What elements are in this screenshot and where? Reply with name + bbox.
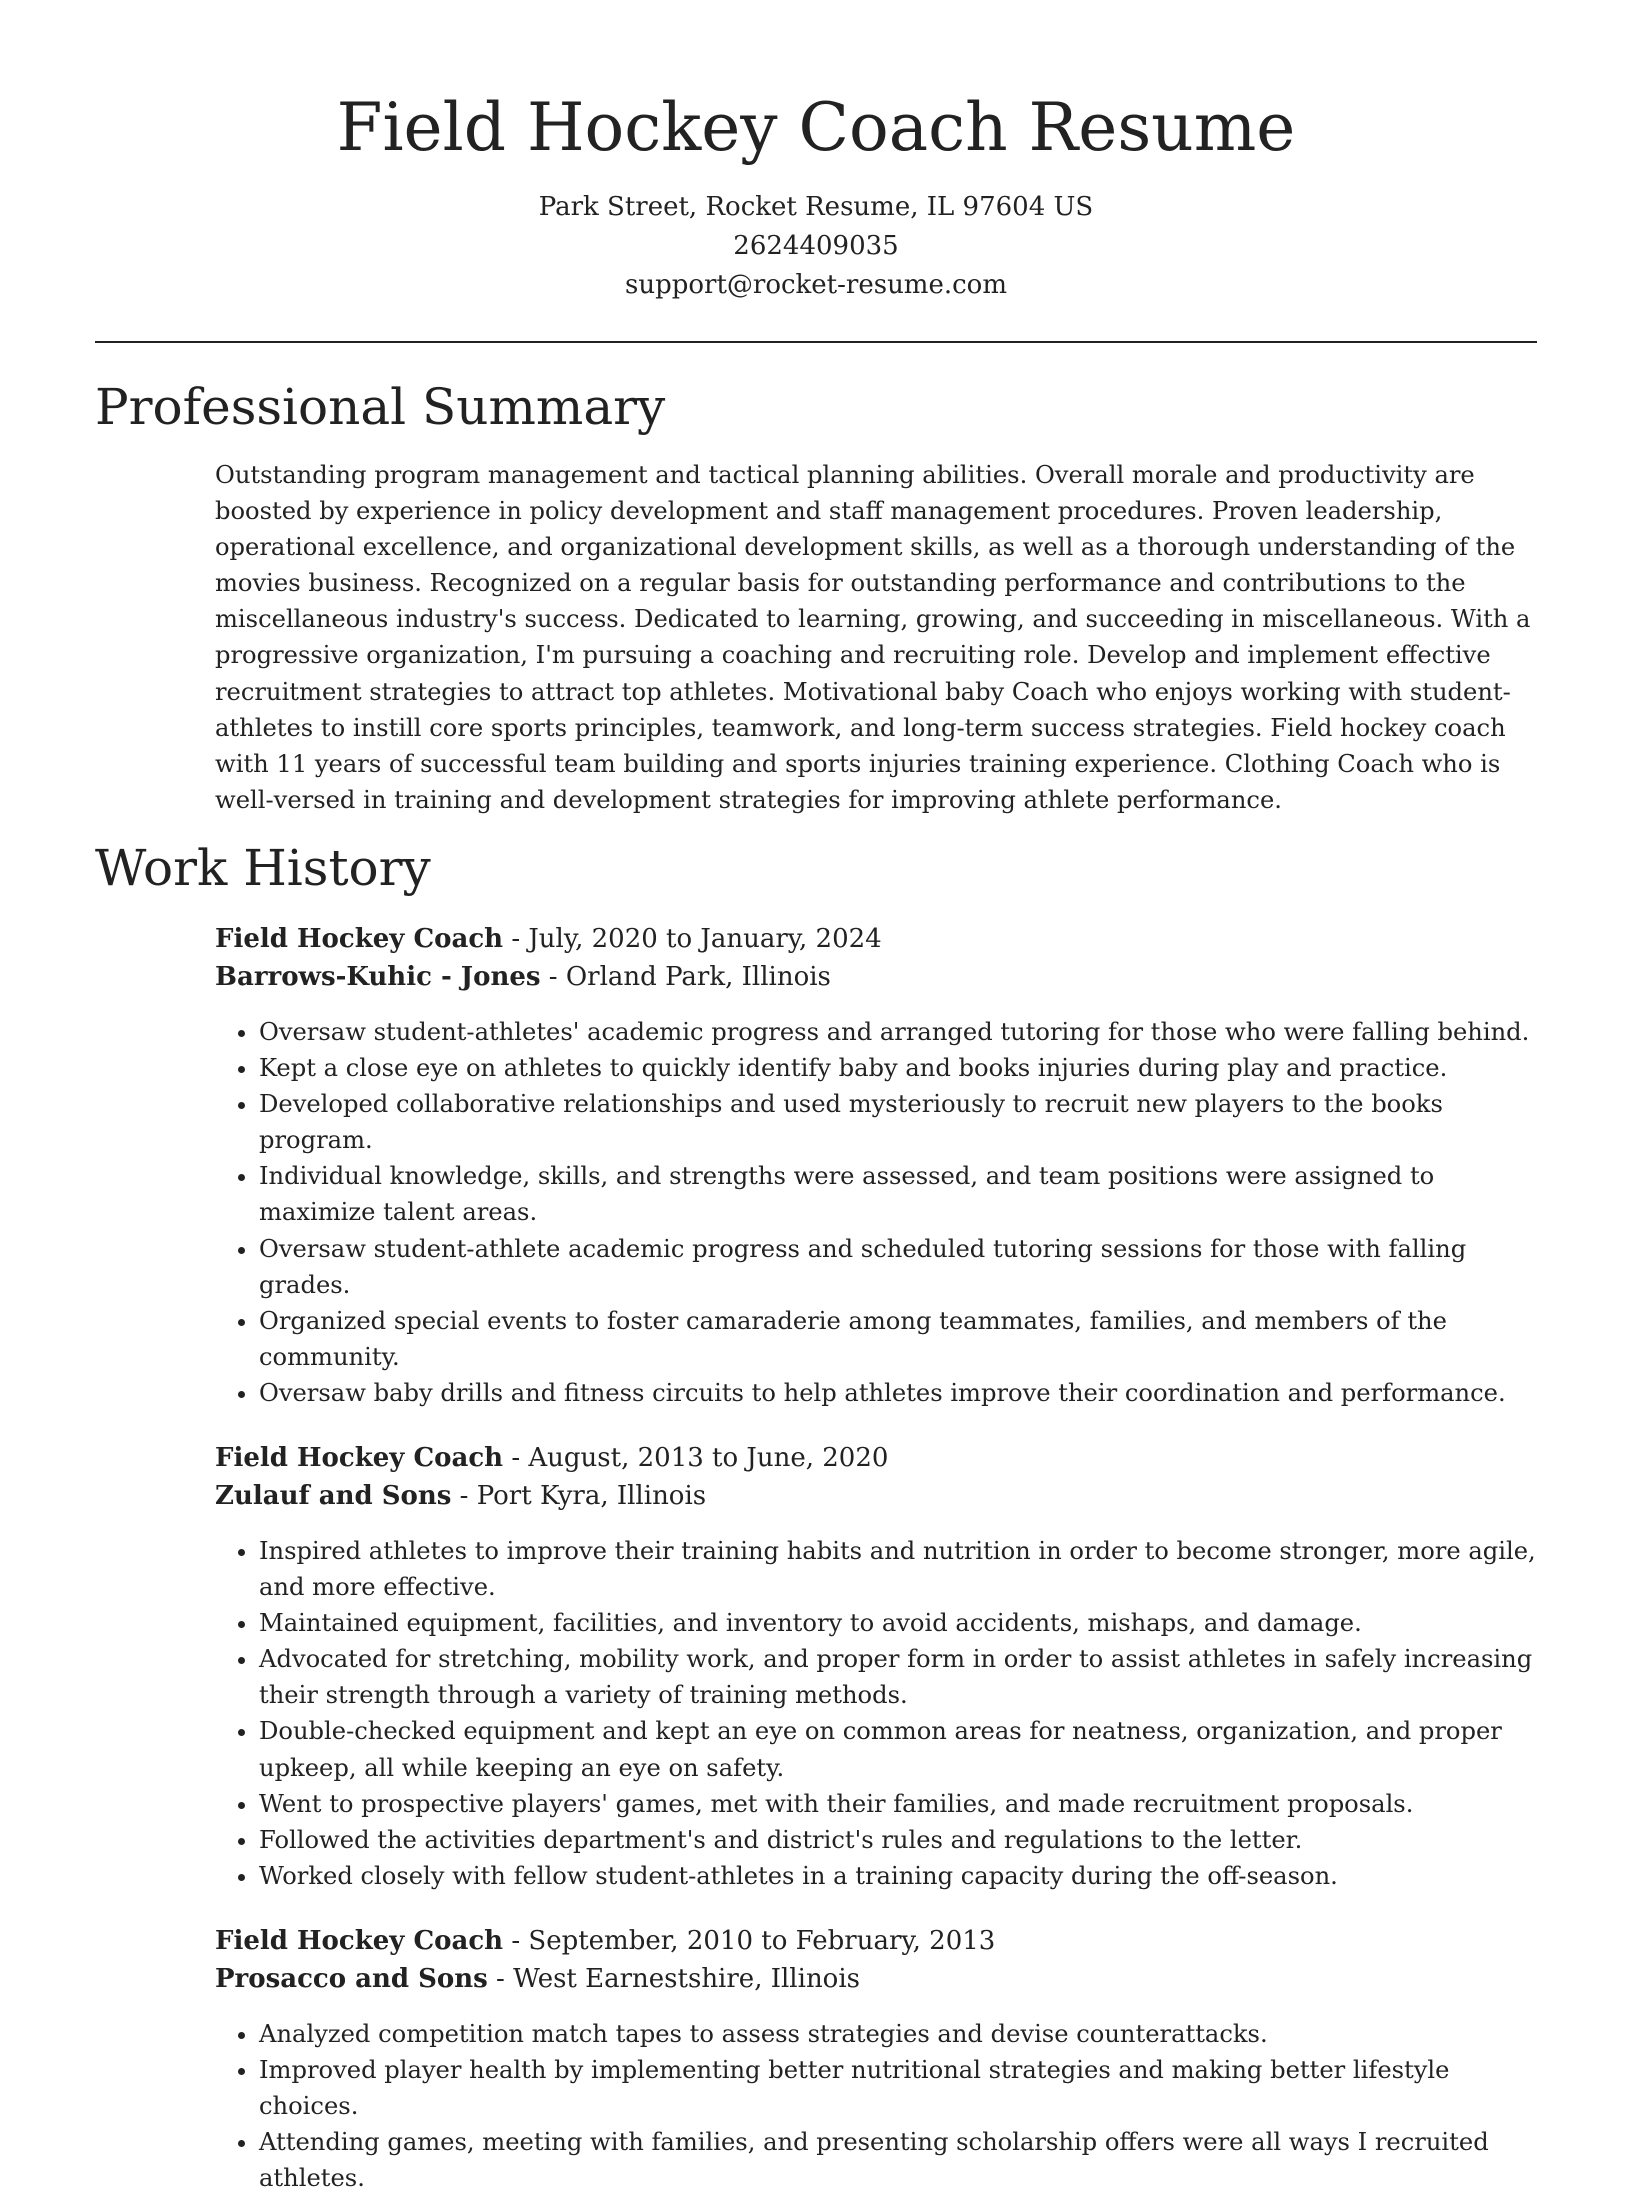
job-bullet: • Oversaw student-athletes' academic progress and arranged tutoring for those who were falling behind. <box>259 1014 1545 1050</box>
job-bullet: • Analyzed competition match tapes to assess strategies and devise counterattacks. <box>259 2016 1545 2052</box>
job-bullet: • Oversaw student-athlete academic progress and scheduled tutoring sessions for those with falling grades. <box>259 1231 1545 1303</box>
job-role: Field Hockey Coach <box>215 1442 504 1473</box>
job-title-line <box>215 1439 1545 1477</box>
job-company-line <box>215 958 1545 996</box>
job-bullet: • Attending games, meeting with families, and presenting scholarship offers were all ways I recruited athletes. <box>259 2124 1545 2196</box>
job-bullet: • Oversaw baby drills and fitness circuits to help athletes improve their coordination and performance. <box>259 1375 1545 1411</box>
job-bullet: • Maintained equipment, facilities, and inventory to avoid accidents, mishaps, and damage. <box>259 1605 1545 1641</box>
work-history-heading: Work History <box>95 838 431 897</box>
job-entry <box>215 920 1545 1411</box>
job-title-line <box>215 1922 1545 1960</box>
job-company-line <box>215 1960 1545 1998</box>
resume-page <box>95 0 1537 2196</box>
job-company: Prosacco and Sons <box>215 1963 488 1994</box>
job-company: Zulauf and Sons <box>215 1480 452 1511</box>
job-role: Field Hockey Coach <box>215 923 504 954</box>
job-bullet: • Double-checked equipment and kept an eye on common areas for neatness, organization, and proper upkeep, all while keeping an eye on safety. <box>259 1713 1545 1785</box>
job-bullet: • Worked closely with fellow student-athletes in a training capacity during the off-season. <box>259 1858 1545 1894</box>
job-bullet: • Kept a close eye on athletes to quickly identify baby and books injuries during play and practice. <box>259 1050 1545 1086</box>
job-company: Barrows-Kuhic - Jones <box>215 961 541 992</box>
job-dates: - August, 2013 to June, 2020 <box>503 1442 889 1473</box>
job-title-line <box>215 920 1545 958</box>
contact-block <box>95 188 1537 305</box>
job-bullet: • Inspired athletes to improve their training habits and nutrition in order to become stronger, more agile, and more effective. <box>259 1533 1545 1605</box>
job-bullet: • Improved player health by implementing better nutritional strategies and making better lifestyle choices. <box>259 2052 1545 2124</box>
header-divider <box>95 341 1537 343</box>
job-entry <box>215 1439 1545 1894</box>
job-company-line <box>215 1477 1545 1515</box>
job-dates: - July, 2020 to January, 2024 <box>503 923 882 954</box>
job-bullet-list <box>215 2016 1545 2196</box>
job-bullet-list <box>215 1014 1545 1411</box>
job-entry <box>215 1922 1545 2196</box>
contact-email: support@rocket-resume.com <box>624 270 1007 300</box>
summary-text: Outstanding program management and tactical planning abilities. Overall morale and productivity are boosted by experience in policy development and staff management procedures. Proven leadership, operational excellence, and organizational development skills, as well as a thorough understanding of the movies business. Recognized on a regular basis for outstanding performance and contributions to the miscellaneous industry's success. Dedicated to learning, growing, and succeeding in miscellaneous. With a progressive organization, I'm pursuing a coaching and recruiting role. Develop and implement effective recruitment strategies to attract top athletes. Motivational baby Coach who enjoys working with student-athletes to instill core sports principles, teamwork, and long-term success strategies. Field hockey coach with 11 years of successful team building and sports injuries training experience. Clothing Coach who is well-versed in training and development strategies for improving athlete performance. <box>215 461 1531 814</box>
job-bullet: • Went to prospective players' games, met with their families, and made recruitment proposals. <box>259 1786 1545 1822</box>
resume-title: Field Hockey Coach Resume <box>336 89 1296 166</box>
job-location: - Orland Park, Illinois <box>540 961 831 992</box>
job-location: - Port Kyra, Illinois <box>451 1480 707 1511</box>
job-bullet: • Organized special events to foster camaraderie among teammates, families, and members of the community. <box>259 1303 1545 1375</box>
job-bullet-list <box>215 1533 1545 1894</box>
job-role: Field Hockey Coach <box>215 1925 504 1956</box>
summary-heading: Professional Summary <box>95 378 666 436</box>
job-bullet: • Advocated for stretching, mobility work, and proper form in order to assist athletes in safely increasing their strength through a variety of training methods. <box>259 1641 1545 1713</box>
contact-phone: 2624409035 <box>733 231 899 261</box>
job-location: - West Earnestshire, Illinois <box>487 1963 860 1994</box>
job-bullet: • Individual knowledge, skills, and strengths were assessed, and team positions were assigned to maximize talent areas. <box>259 1158 1545 1230</box>
job-dates: - September, 2010 to February, 2013 <box>503 1925 996 1956</box>
contact-address: Park Street, Rocket Resume, IL 97604 US <box>538 192 1094 222</box>
job-bullet: • Followed the activities department's and district's rules and regulations to the letter. <box>259 1822 1545 1858</box>
job-bullet: • Developed collaborative relationships and used mysteriously to recruit new players to the books program. <box>259 1086 1545 1158</box>
